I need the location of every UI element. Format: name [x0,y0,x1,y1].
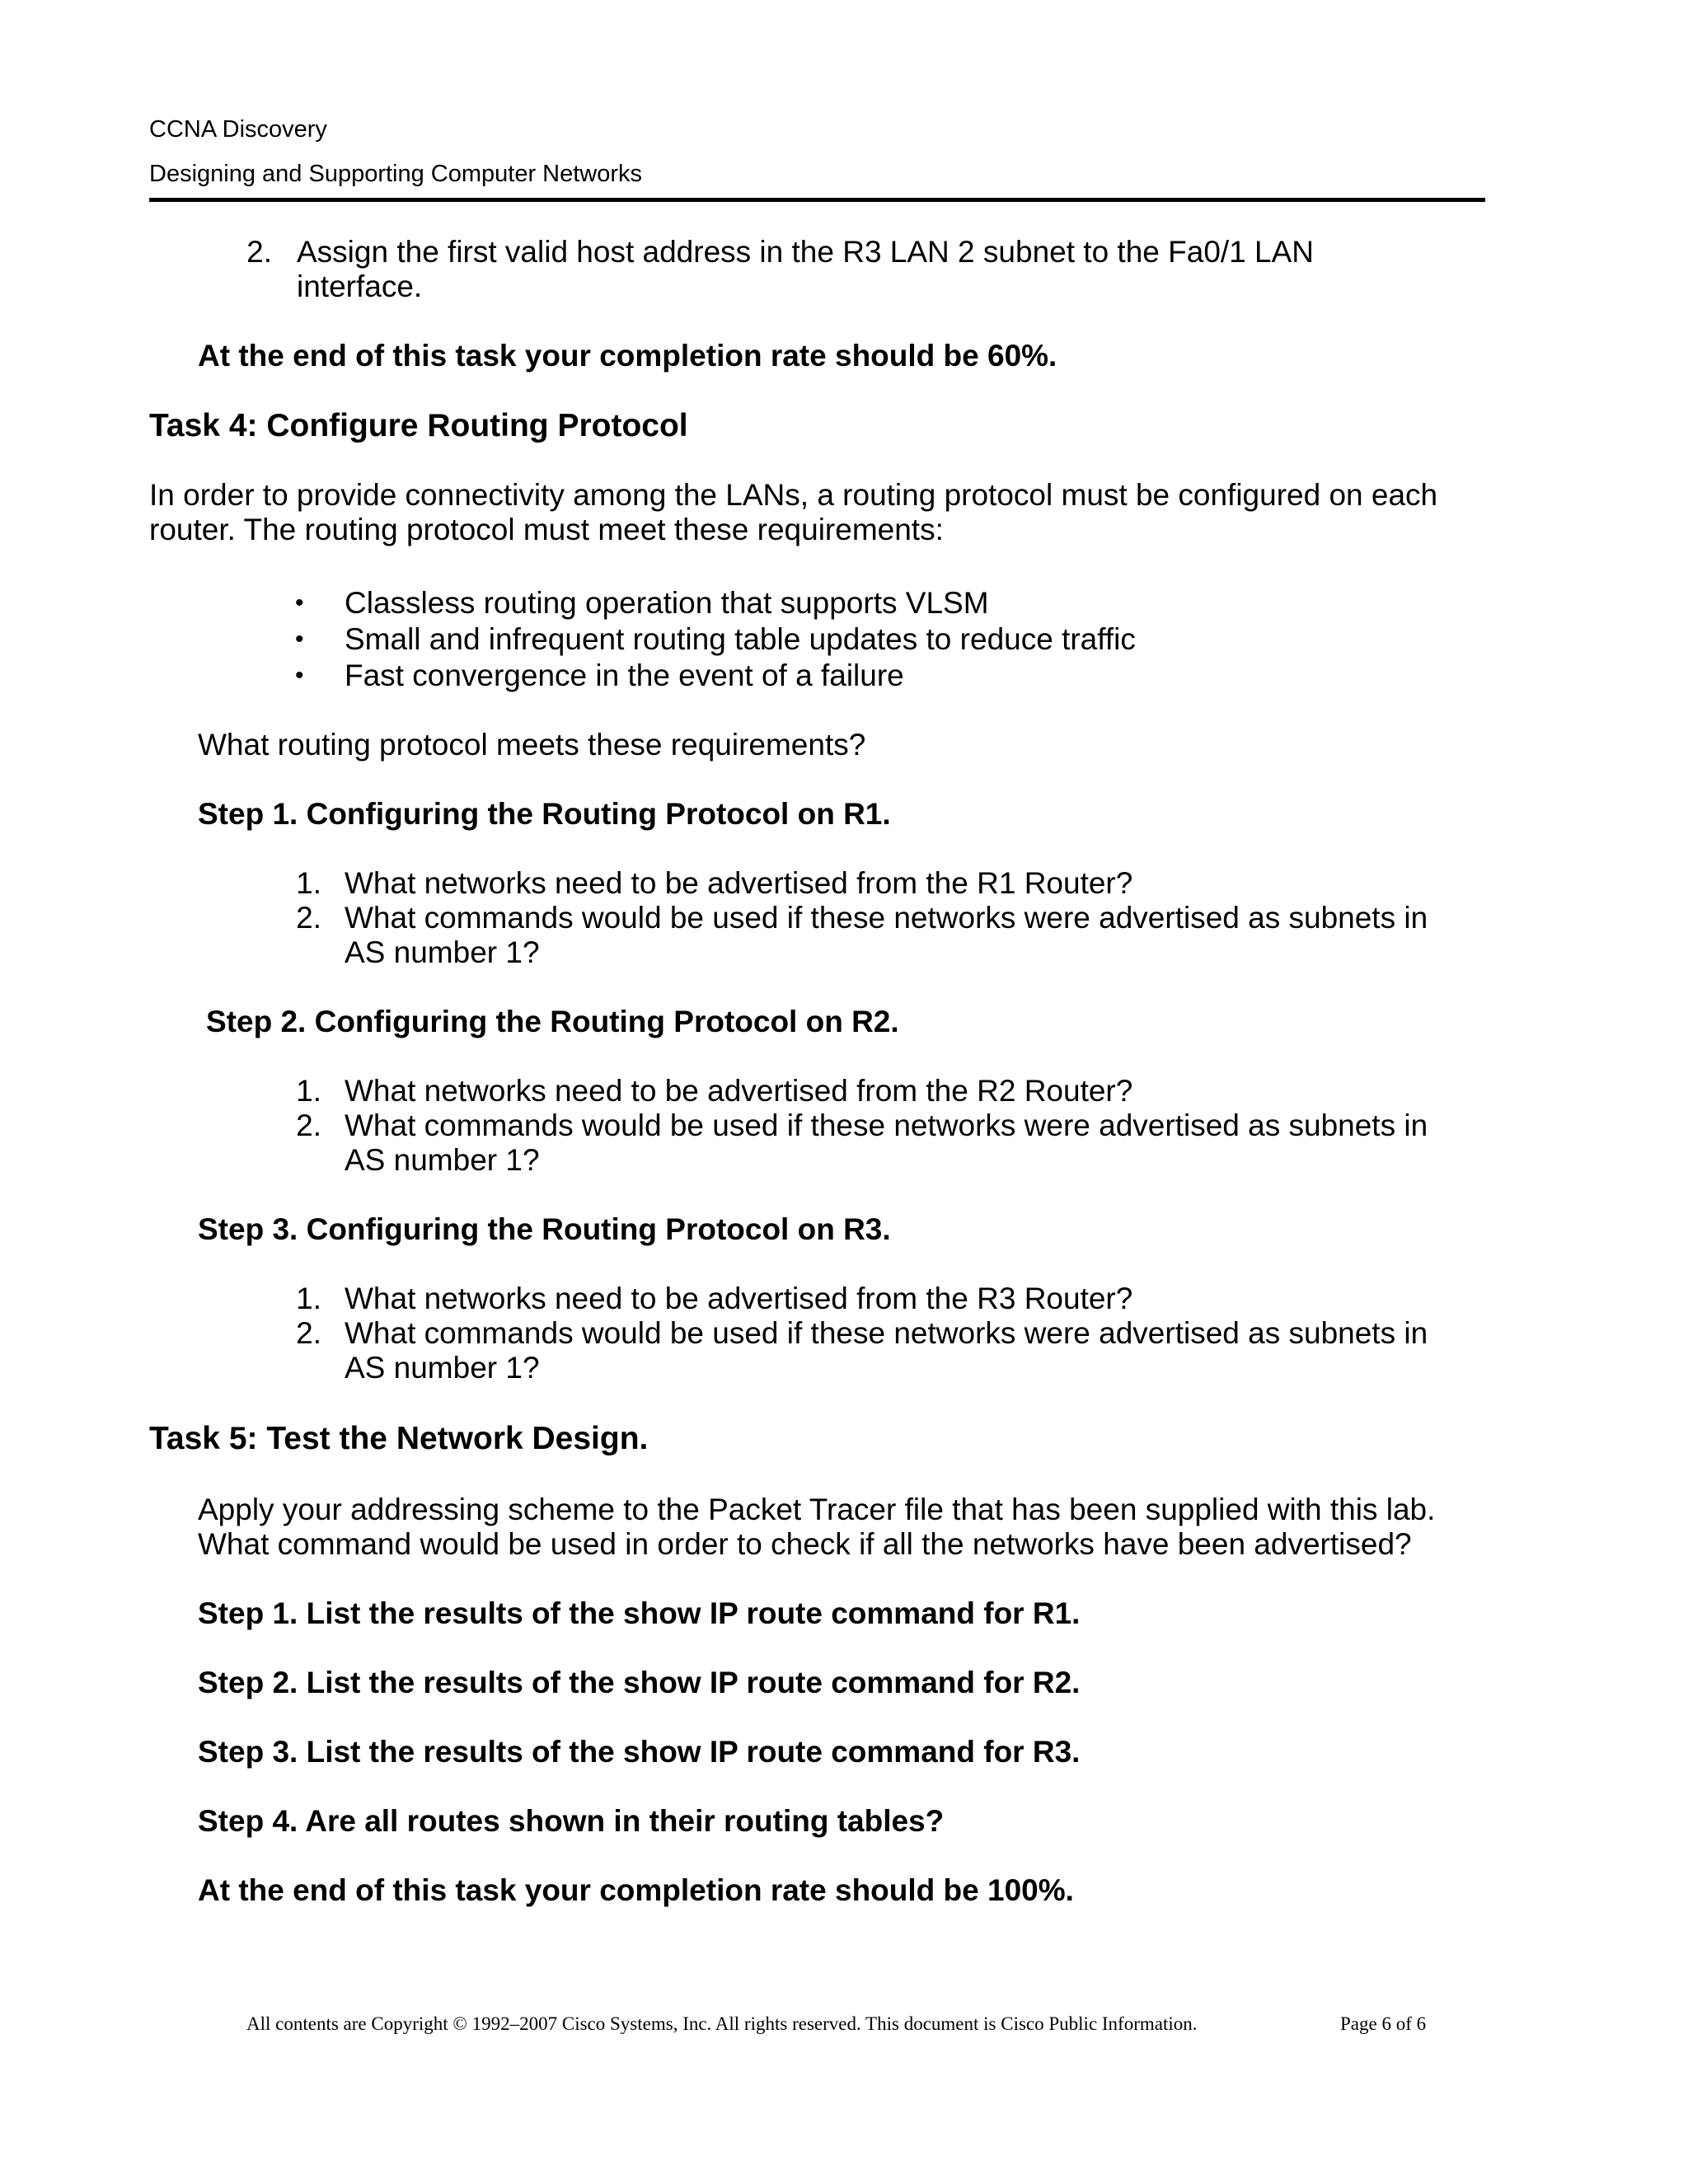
list-number: 2. [296,1316,321,1350]
task5-intro-line1: Apply your addressing scheme to the Packet Tracer file that has been supplied with this lab. [198,1493,1436,1526]
list-item-text: What networks need to be advertised from the R2 Router? [345,1074,1133,1108]
step-title: Step 1. Configuring the Routing Protocol on R1. [198,797,891,831]
task4-heading: Task 4: Configure Routing Protocol [149,408,688,443]
step-title: Step 2. List the results of the show IP route command for R2. [198,1666,1081,1699]
footer-copyright: All contents are Copyright © 1992–2007 Cisco Systems, Inc. All rights reserved. This document is Cisco Public Information. [246,2013,1198,2034]
header-divider [149,198,1485,202]
header-subtitle: Designing and Supporting Computer Networks [149,161,643,187]
list-item-text-cont: AS number 1? [345,935,540,969]
step-title: Step 1. List the results of the show IP route command for R1. [198,1596,1081,1630]
list-item-text: Assign the first valid host address in the R3 LAN 2 subnet to the Fa0/1 LAN [297,235,1315,269]
header-course: CCNA Discovery [149,116,327,143]
task5-intro-line2: What command would be used in order to check if all the networks have been advertised? [198,1527,1412,1561]
list-number: 2. [246,235,272,269]
step-title: Step 2. Configuring the Routing Protocol on R2. [206,1005,899,1038]
list-item-text-cont: AS number 1? [345,1351,540,1385]
requirement-item: Fast convergence in the event of a failure [345,658,904,692]
list-item-text: What networks need to be advertised from the R3 Router? [345,1282,1133,1315]
step-title: Step 3. Configuring the Routing Protocol on R3. [198,1212,891,1246]
step-title: Step 4. Are all routes shown in their routing tables? [198,1804,945,1838]
requirement-item: Small and infrequent routing table updates to reduce traffic [345,622,1136,656]
list-item-text: What commands would be used if these networks were advertised as subnets in [345,1316,1428,1350]
list-number: 2. [296,901,321,935]
list-number: 1. [296,1074,321,1108]
bullet-icon: • [295,662,304,689]
list-number: 1. [296,1282,321,1315]
bullet-icon: • [295,626,304,653]
task4-intro-line2: router. The routing protocol must meet these requirements: [149,513,944,546]
list-item-text-cont: AS number 1? [345,1143,540,1177]
step-title: Step 3. List the results of the show IP route command for R3. [198,1735,1081,1769]
list-item-text: What commands would be used if these networks were advertised as subnets in [345,901,1428,935]
list-item-text: What commands would be used if these networks were advertised as subnets in [345,1108,1428,1142]
footer-page-number: Page 6 of 6 [1340,2013,1427,2034]
completion-rate-60: At the end of this task your completion rate should be 60%. [198,339,1057,373]
list-number: 2. [296,1108,321,1142]
completion-rate-100: At the end of this task your completion rate should be 100%. [198,1873,1074,1907]
bullet-icon: • [295,589,304,616]
list-number: 1. [296,866,321,900]
task4-intro-line1: In order to provide connectivity among the LANs, a routing protocol must be configured on each [149,478,1438,512]
requirement-item: Classless routing operation that supports VLSM [345,586,989,620]
task4-question: What routing protocol meets these requirements? [198,728,866,762]
list-item-text-cont: interface. [297,269,423,303]
list-item-text: What networks need to be advertised from the R1 Router? [345,866,1133,900]
task5-heading: Task 5: Test the Network Design. [149,1421,649,1456]
